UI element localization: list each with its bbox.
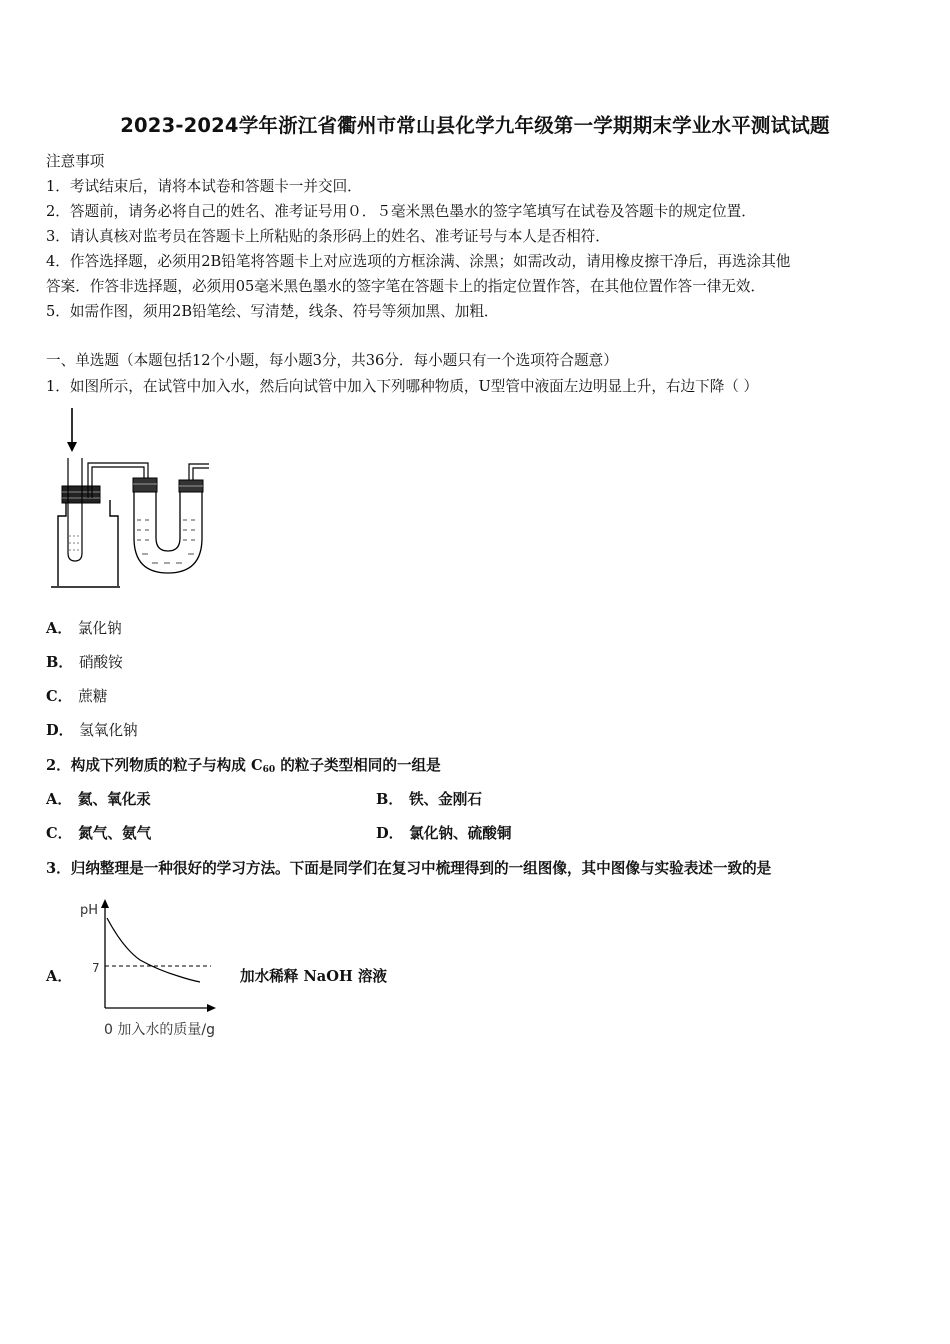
notice-heading: 注意事项 <box>46 153 105 170</box>
option-text: 蔗糖 <box>78 688 108 705</box>
question-1-option-c[interactable] <box>46 687 107 707</box>
graph-ylabel: pH <box>80 903 99 918</box>
question-2-option-d[interactable] <box>376 824 511 844</box>
notice-item: 3．请认真核对监考员在答题卡上所粘贴的条形码上的姓名、准考证号与本人是否相符． <box>46 228 610 245</box>
page-title: 2023-2024学年浙江省衢州市常山县化学九年级第一学期期末学业水平测试试题 <box>120 114 830 137</box>
question-3-option-a-text[interactable]: 加水稀释 NaOH 溶液 <box>240 968 388 985</box>
q2-stem-post: 的粒子类型相同的一组是 <box>275 757 441 774</box>
graph-xlabel: 0 加入水的质量/g <box>104 1022 215 1038</box>
graph-curve <box>107 918 200 982</box>
option-key: B． <box>46 654 73 671</box>
question-3-option-a-key[interactable]: A． <box>46 968 72 985</box>
option-key: D． <box>376 825 404 842</box>
notice-item: 答案．作答非选择题，必须用05毫米黑色墨水的签字笔在答题卡上的指定位置作答，在其他位置作答一律无效． <box>46 278 766 295</box>
question-3-stem: 3．归纳整理是一种很好的学习方法。下面是同学们在复习中梳理得到的一组图像，其中图像与实验表述一致的是 <box>46 860 772 877</box>
option-text: 氮气、氨气 <box>78 825 152 842</box>
option-key: D． <box>46 722 74 739</box>
notice-item: 4．作答选择题，必须用2B铅笔将答题卡上对应选项的方框涂满、涂黑；如需改动，请用橡皮擦干净后，再选涂其他 <box>46 253 791 270</box>
option-key: B． <box>376 791 403 808</box>
q2-stem-pre: 2．构成下列物质的粒子与构成 C <box>46 757 263 774</box>
notice-item: 2．答题前，请务必将自己的姓名、准考证号用０．５毫米黑色墨水的签字笔填写在试卷及答题卡的规定位置． <box>46 203 756 220</box>
question-2-option-b[interactable] <box>376 790 482 810</box>
option-key: C． <box>46 825 73 842</box>
ph-graph <box>78 896 238 1046</box>
q2-stem-sub: 60 <box>262 765 276 775</box>
option-text: 氯化钠 <box>77 620 122 637</box>
option-text: 氯化钠、硫酸铜 <box>409 825 512 842</box>
option-text: 氦、氧化汞 <box>77 791 151 808</box>
option-text: 氢氧化钠 <box>79 722 138 739</box>
notice-item: 1．考试结束后，请将本试卷和答题卡一并交回． <box>46 178 362 195</box>
option-key: A． <box>46 791 72 808</box>
question-1-stem: 1．如图所示，在试管中加入水，然后向试管中加入下列哪种物质，U型管中液面左边明显上升，右边下降（ ） <box>46 378 759 395</box>
question-1-option-a[interactable] <box>46 619 122 639</box>
question-1-option-b[interactable] <box>46 653 123 673</box>
section-heading: 一、单选题（本题包括12个小题，每小题3分，共36分．每小题只有一个选项符合题意） <box>46 352 618 369</box>
option-key: A． <box>46 620 72 637</box>
option-text: 铁、金刚石 <box>408 791 482 808</box>
question-2-option-a[interactable] <box>46 790 151 810</box>
question-1-option-d[interactable] <box>46 721 138 741</box>
option-key: C． <box>46 688 73 705</box>
apparatus-figure <box>44 408 219 593</box>
question-2-stem <box>46 756 441 780</box>
option-text: 硝酸铵 <box>78 654 123 671</box>
graph-ref-label: 7 <box>92 961 100 975</box>
notice-item: 5．如需作图，须用2B铅笔绘、写清楚，线条、符号等须加黑、加粗． <box>46 303 499 320</box>
question-2-option-c[interactable] <box>46 824 151 844</box>
